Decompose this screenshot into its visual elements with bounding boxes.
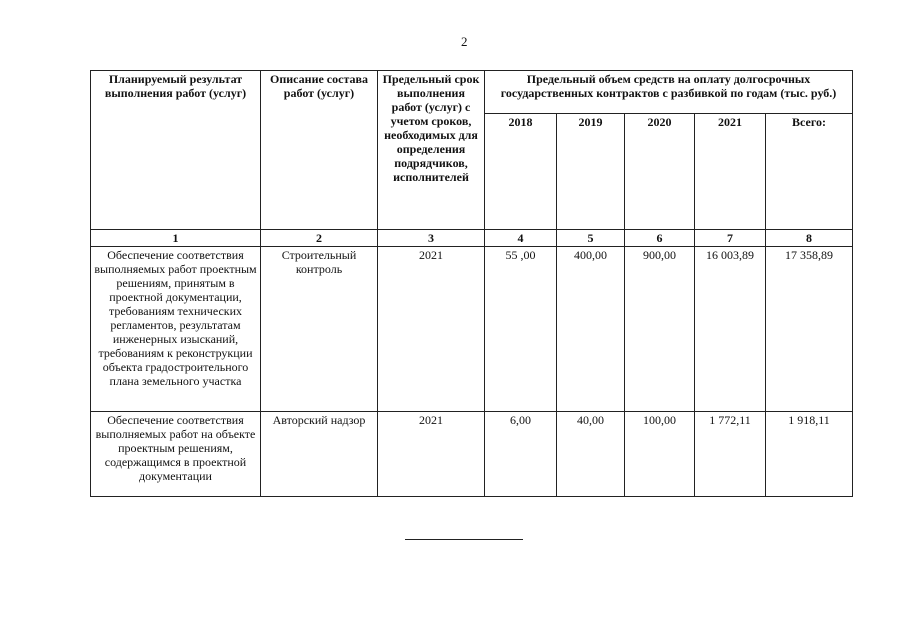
column-number: 2 xyxy=(261,230,378,247)
table-row xyxy=(91,412,853,497)
column-number: 3 xyxy=(378,230,485,247)
header-work-description: Описание состава работ (услуг) xyxy=(261,71,378,230)
row-value-2020: 900,00 xyxy=(625,247,695,412)
header-year-2020: 2020 xyxy=(625,114,695,230)
row-value-2018: 6,00 xyxy=(485,412,557,497)
column-number: 4 xyxy=(485,230,557,247)
column-number: 7 xyxy=(695,230,766,247)
page-number: 2 xyxy=(461,34,468,49)
header-total: Всего: xyxy=(766,114,853,230)
row-value-2019: 40,00 xyxy=(557,412,625,497)
row-description: Строительный контроль xyxy=(261,247,378,412)
column-number: 5 xyxy=(557,230,625,247)
row-result: Обеспечение соответствия выполняемых работ проектным решениям, принятым в проектной документации, требованиям технических регламентов, результатам инженерных изысканий, требованиям к реконструкции объекта градостроительного плана земельного участка xyxy=(91,247,261,412)
row-value-2021: 16 003,89 xyxy=(695,247,766,412)
header-funding-group: Предельный объем средств на оплату долгосрочных государственных контрактов с разбивкой по годам (тыс. руб.) xyxy=(485,71,853,114)
row-value-2020: 100,00 xyxy=(625,412,695,497)
header-deadline: Предельный срок выполнения работ (услуг) с учетом сроков, необходимых для определения подрядчиков, исполнителей xyxy=(378,71,485,230)
bottom-divider xyxy=(405,539,523,540)
row-deadline: 2021 xyxy=(378,412,485,497)
column-number: 6 xyxy=(625,230,695,247)
row-description: Авторский надзор xyxy=(261,412,378,497)
header-year-2021: 2021 xyxy=(695,114,766,230)
row-value-2018: 55 ,00 xyxy=(485,247,557,412)
row-value-2019: 400,00 xyxy=(557,247,625,412)
row-value-total: 1 918,11 xyxy=(766,412,853,497)
header-year-2018: 2018 xyxy=(485,114,557,230)
column-number-row xyxy=(91,230,853,247)
header-row-top xyxy=(91,71,853,114)
table-row xyxy=(91,247,853,412)
row-deadline: 2021 xyxy=(378,247,485,412)
row-result: Обеспечение соответствия выполняемых работ на объекте проектным решениям, содержащимся в проектной документации xyxy=(91,412,261,497)
contracts-table xyxy=(90,70,853,497)
header-planned-result: Планируемый результат выполнения работ (услуг) xyxy=(91,71,261,230)
column-number: 1 xyxy=(91,230,261,247)
row-value-2021: 1 772,11 xyxy=(695,412,766,497)
column-number: 8 xyxy=(766,230,853,247)
row-value-total: 17 358,89 xyxy=(766,247,853,412)
header-year-2019: 2019 xyxy=(557,114,625,230)
